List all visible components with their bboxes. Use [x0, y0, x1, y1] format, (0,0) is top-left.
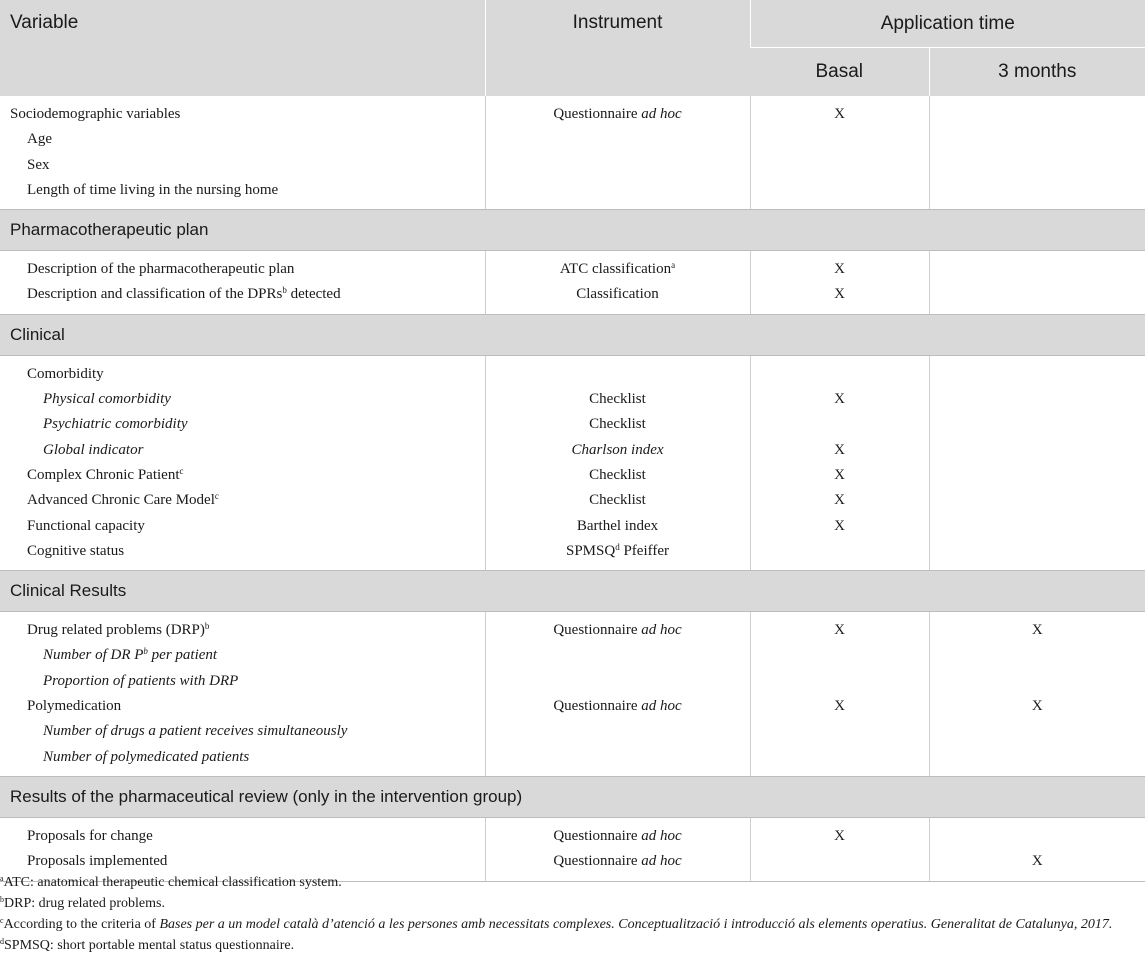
- variable-label-tail: detected: [286, 286, 341, 303]
- instrument-label: Checklist: [589, 492, 646, 509]
- variable-label: Polymedication: [27, 698, 122, 715]
- basal-mark: X: [834, 698, 845, 715]
- section-row: [0, 210, 1145, 251]
- basal-mark: [751, 539, 929, 564]
- variable-label-tail: per patient: [147, 647, 218, 664]
- header-3-months: 3 months: [929, 48, 1145, 97]
- basal-cell: [750, 612, 929, 777]
- variable-label: Length of time living in the nursing home: [27, 181, 279, 198]
- section-row: [0, 776, 1145, 817]
- instrument-label: ATC classification: [559, 261, 672, 278]
- footnote-marker: d: [615, 541, 620, 552]
- basal-mark: X: [834, 517, 845, 534]
- instrument-label-italic: ad hoc: [641, 853, 682, 870]
- footnote-marker: b: [204, 621, 210, 632]
- three-months-cell: [929, 251, 1145, 315]
- footnote: [0, 935, 1145, 956]
- instrument-label: Questionnaire: [553, 853, 642, 870]
- variable-label: Drug related problems (DRP): [27, 622, 205, 639]
- variable-label: Proposals implemented: [27, 853, 168, 870]
- three-months-cell: [929, 612, 1145, 777]
- section-title: Clinical Results: [0, 571, 1145, 612]
- footnote-marker: d: [0, 937, 4, 946]
- variable-label: Comorbidity: [27, 365, 104, 382]
- header-application-time: Application time: [750, 0, 1145, 48]
- variable-label: Sociodemographic variables: [10, 106, 181, 122]
- footnote-marker: a: [671, 260, 676, 271]
- basal-mark: [751, 362, 929, 387]
- instrument-label: Checklist: [589, 391, 646, 408]
- table-row: [0, 355, 1145, 570]
- instrument-label: [486, 362, 750, 387]
- footnotes: [0, 872, 1145, 956]
- instrument-label: Classification: [576, 286, 659, 303]
- variable-cell: [0, 251, 485, 315]
- basal-mark: X: [834, 492, 845, 509]
- footnote: [0, 872, 1145, 893]
- variable-label: Cognitive status: [27, 542, 125, 559]
- section-title: Pharmacotherapeutic plan: [0, 210, 1145, 251]
- three-months-mark: X: [1031, 698, 1043, 715]
- instrument-label-tail: Pfeiffer: [619, 542, 669, 559]
- instrument-label: Questionnaire: [553, 698, 642, 715]
- instrument-label: Questionnaire: [553, 827, 642, 844]
- footnote-marker: c: [214, 491, 219, 502]
- basal-mark: X: [834, 622, 845, 639]
- basal-mark: X: [834, 286, 845, 303]
- basal-cell: [750, 251, 929, 315]
- instrument-label-italic: ad hoc: [641, 698, 682, 715]
- variable-label: Description and classification of the DPRs: [27, 286, 283, 303]
- footnote-text: According to the criteria of: [3, 917, 160, 932]
- footnote-marker: b: [143, 646, 148, 657]
- variable-label: Sex: [27, 156, 50, 173]
- variable-label: Number of DR P: [43, 647, 144, 664]
- basal-cell: [750, 96, 929, 210]
- section-row: [0, 571, 1145, 612]
- instrument-label: SPMSQ: [566, 542, 616, 559]
- variable-label: Number of drugs a patient receives simultaneously: [43, 723, 348, 740]
- variable-label: Proposals for change: [27, 827, 153, 844]
- basal-mark: [751, 412, 929, 437]
- instrument-label: Checklist: [589, 416, 646, 433]
- footnote: [0, 893, 1145, 914]
- instrument-label: Questionnaire: [553, 106, 642, 122]
- variable-label: Age: [27, 131, 52, 148]
- table-header: [0, 0, 1145, 96]
- section-title: Results of the pharmaceutical review (only in the intervention group): [0, 776, 1145, 817]
- basal-mark: X: [834, 106, 845, 122]
- variable-label: Functional capacity: [27, 517, 145, 534]
- instrument-cell: [485, 251, 750, 315]
- table-row: [0, 251, 1145, 315]
- instrument-label-italic: ad hoc: [641, 106, 682, 122]
- footnote-marker: a: [0, 874, 4, 883]
- variable-label: Proportion of patients with DRP: [43, 672, 239, 689]
- variable-label: Description of the pharmacotherapeutic plan: [27, 261, 295, 278]
- three-months-mark: X: [1031, 622, 1043, 639]
- variable-label: Physical comorbidity: [43, 391, 171, 408]
- header-instrument: Instrument: [485, 0, 750, 96]
- instrument-label-italic: ad hoc: [641, 827, 682, 844]
- footnote-text: ATC: anatomical therapeutic chemical classification system.: [3, 875, 342, 890]
- variable-cell: [0, 96, 485, 210]
- footnote-text: DRP: drug related problems.: [4, 896, 165, 911]
- variable-label: Advanced Chronic Care Model: [27, 492, 215, 509]
- footnote-text: SPMSQ: short portable mental status questionnaire.: [4, 938, 295, 953]
- instrument-label: Questionnaire: [553, 622, 642, 639]
- three-months-cell: [929, 355, 1145, 570]
- table-row: [0, 612, 1145, 777]
- basal-mark: X: [834, 827, 845, 844]
- instrument-cell: [485, 96, 750, 210]
- footnote-reference-italic: Bases per a un model català d’atenció a les persones amb necessitats complexes. Conceptualització i introducció als elements operatius. Generalitat de Catalunya, 2017.: [159, 917, 1113, 932]
- section-row: [0, 314, 1145, 355]
- variable-cell: [0, 612, 485, 777]
- footnote-marker: b: [282, 285, 287, 296]
- instrument-label: Checklist: [589, 466, 646, 483]
- footnote-marker: c: [179, 465, 184, 476]
- three-months-mark: X: [1031, 853, 1043, 870]
- basal-mark: X: [834, 391, 845, 408]
- variable-cell: [0, 355, 485, 570]
- instrument-label-italic: ad hoc: [641, 622, 682, 639]
- three-months-cell: [929, 96, 1145, 210]
- variable-label: Number of polymedicated patients: [43, 748, 250, 765]
- variable-label: Complex Chronic Patient: [27, 466, 180, 483]
- basal-mark: X: [834, 261, 845, 278]
- basal-cell: [750, 355, 929, 570]
- variable-label: Global indicator: [43, 441, 144, 458]
- footnote-marker: c: [0, 916, 4, 925]
- instrument-label: Barthel index: [576, 517, 659, 534]
- basal-mark: X: [834, 466, 845, 483]
- instrument-cell: [485, 355, 750, 570]
- header-variable: Variable: [0, 0, 485, 96]
- instrument-cell: [485, 612, 750, 777]
- basal-mark: X: [834, 441, 845, 458]
- section-title: Clinical: [0, 314, 1145, 355]
- footnote: [0, 914, 1145, 935]
- footnote-marker: b: [0, 895, 4, 904]
- table-row: [0, 96, 1145, 210]
- header-basal: Basal: [750, 48, 929, 97]
- instrument-label: Charlson index: [571, 441, 664, 458]
- variable-label: Psychiatric comorbidity: [43, 416, 188, 433]
